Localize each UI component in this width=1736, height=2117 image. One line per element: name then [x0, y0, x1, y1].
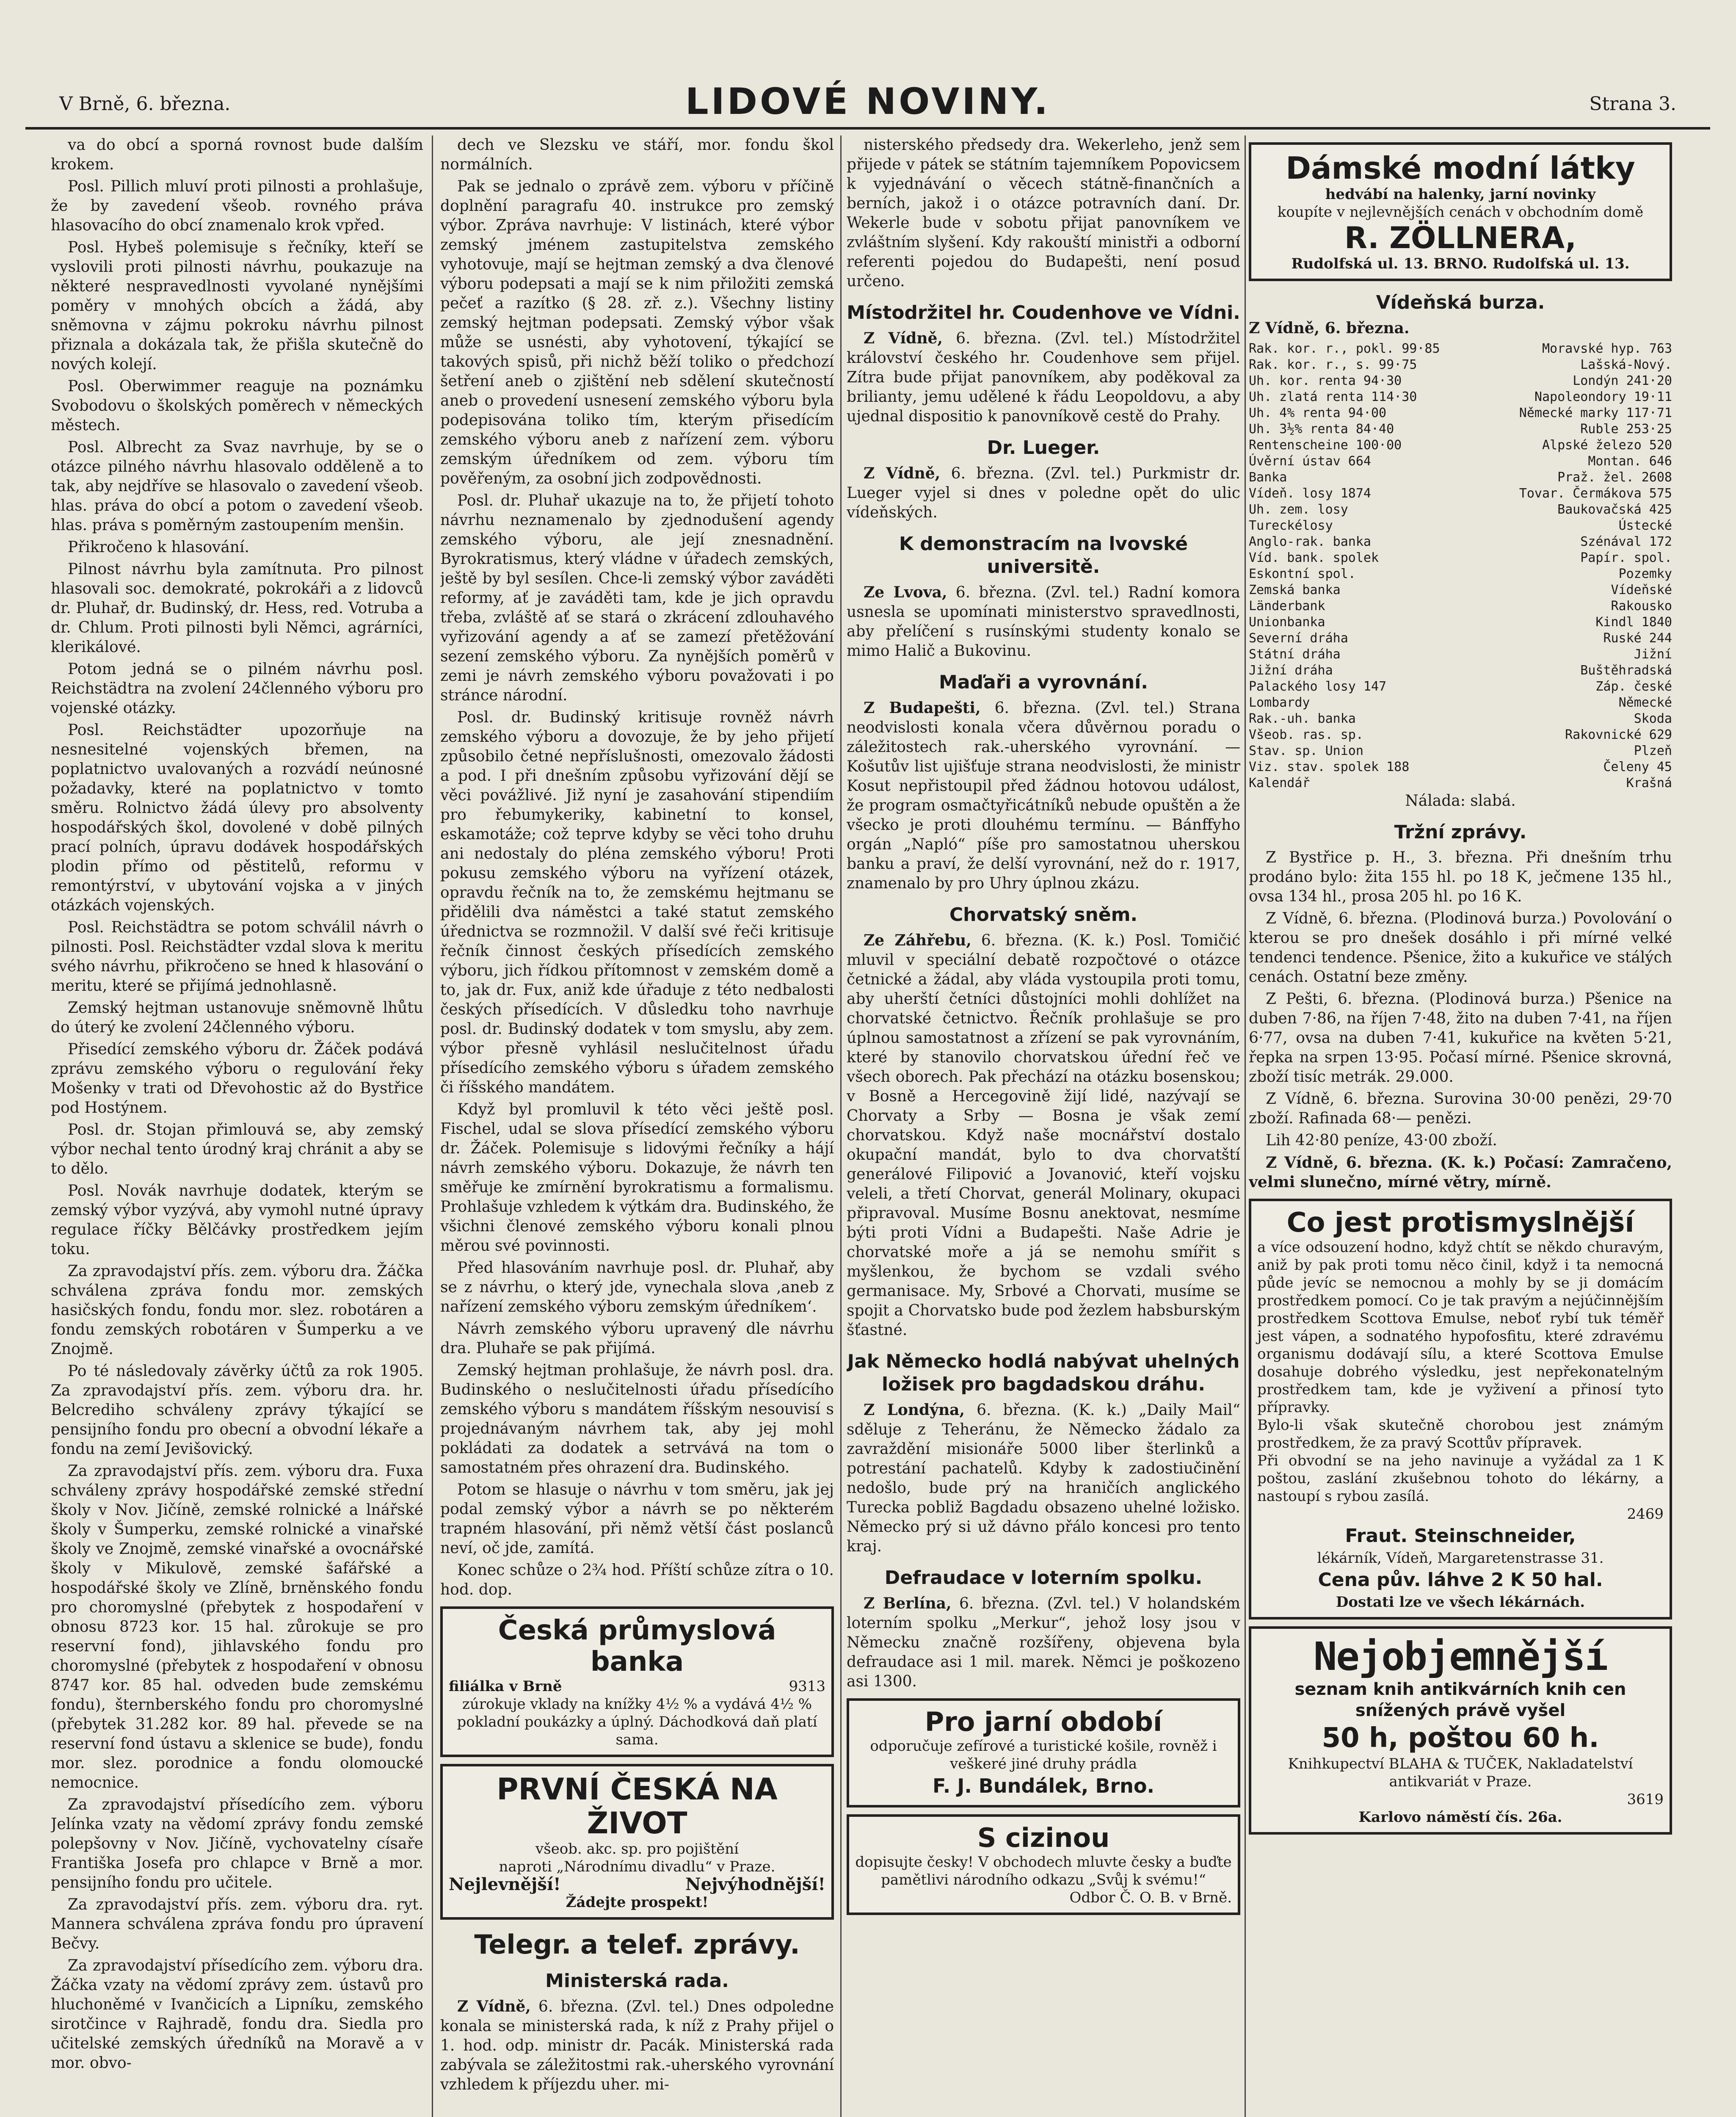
exchange-row — [1249, 550, 1672, 566]
dateline: Z Londýna, — [864, 1401, 965, 1419]
exchange-cell: Severní dráha — [1249, 631, 1348, 646]
ad-cta: Žádejte prospekt! — [566, 1894, 709, 1911]
ad-title: Dámské modní látky — [1286, 150, 1635, 186]
exchange-row — [1249, 711, 1672, 727]
exchange-row — [1249, 534, 1672, 550]
dateline: Z Berlína, — [864, 1595, 952, 1612]
exchange-cell: Lašská-Nový. — [1580, 357, 1672, 372]
ad-address: Karlovo náměstí čís. 26a. — [1358, 1809, 1562, 1826]
exchange-cell: Rak.-uh. banka — [1249, 711, 1356, 726]
paragraph: Pilnost návrhu byla zamítnuta. Pro pilnost hlasovali soc. demokraté, pokrokáři a z lidovců dr. Pluhař, dr. Budinský, dr. Hess, red. Votruba a dr. Chlum. Proti pilnosti byli Němci, agrárníci, klerikálové. — [51, 561, 423, 656]
ad-text: a více odsouzení hodno, když chtít se někdo churavým, aniž by pak proti tomu něco činil, když i ta nemocná půde jevíc se nemocnou a mohly by se ji domácím prostředkem pomocí. Co je tak pravým a nejúčinnějším prostředkem Scottova Emulse, neboť rybí tuk téměř jest vápen, a sodnatého hypofosfitu, které zdravému organismu dodávají sílu, a které Scottova Emulse dosahuje dobrého výsledku, jest nepřekonatelným prostředkem tam, kde je vyživení a přinosí tyto přípravky. — [1257, 1239, 1664, 1416]
ad-slogan: Nejvýhodnější! — [685, 1874, 825, 1894]
exchange-cell: Palackého losy 147 — [1249, 679, 1387, 694]
exchange-cell: Vídeňské — [1611, 583, 1672, 597]
ad-text: Při obvodní se na jeho navinuje a vyžádal za 1 K poštou, zaslání zkušebnou tohoto do lékárny, a nastoupí s rybou zasílá. — [1257, 1452, 1664, 1505]
paragraph: Z Vídně, 6. března. (K. k.) Počasí: Zamračeno, velmi slunečno, mírné větry, mírně. — [1249, 1154, 1672, 1191]
paragraph: 6. března. (Zvl. tel.) Radní komora usnesla se upomínati ministerstvo spravedlnosti, aby přelíčení s rusínskými studenty konalo se mimo Halič a Bukovinu. — [847, 584, 1240, 660]
dateline: Z Vídně, 6. března. — [1249, 319, 1410, 337]
exchange-row — [1249, 518, 1672, 534]
exchange-row — [1249, 582, 1672, 598]
dateline: Z Vídně, — [457, 1998, 531, 2015]
paragraph: Pak se jednalo o zprávě zem. výboru v příčině doplnění paragrafu 40. instrukce pro zemský výbor. Zpráva navrhuje: V listinách, které výbor zemský jménem zastupitelstva zemského vyhotovuje, mají se hejtman zemský a dva členové výboru podepsati a mají se k nim přiložiti zemská pečeť a razítko (§ 28. zř. z.). Všechny listiny zemský hejtman podepsati. Zemský výbor však může se usnésti, aby vyhotovení, týkající se takových spisů, při nichž běží toliko o předchozí šetření aneb o zjištění neb sdělení skutečností aneb o provedení usnesení zemského výboru byla podepisována toliko tím, kterým přisedícím zemského výboru aneb z nařízení zem. výboru zemským úředníkem od zem. výboru tím pověřeným, za osobní jich zodpovědnosti. — [440, 178, 834, 487]
paragraph: 6. března. (Zvl. tel.) Strana neodvislosti konala včera důvěrnou poradu o záležitostech rak.-uherského vyrovnání. — Košutův list ujišťuje strana neodvislosti, že ministr Kosut nepřistoupil před žádnou hotovou událost, že program osmačtyřicátníků nebude opuštěn a že všecko je proti dlouhému termínu. — Bánffyho orgán „Napló“ píše pro samostatnou uherskou banku a praví, že delší vyrovnání, než do r. 1917, znamenalo by pro Uhry úplnou zkázu. — [847, 699, 1240, 892]
exchange-cell: Jižní — [1634, 647, 1672, 662]
ad-s-cizinou — [847, 1814, 1240, 1915]
paragraph: Posl. Albrecht za Svaz navrhuje, by se o otázce pilného návrhu hlasovalo odděleně a to tak, aby nejdříve se hlasovalo o zavedení všeob. hlas. práva do obcí a potom o zavedení všeob. hlas. práva s poměrným zastoupením menšin. — [51, 439, 423, 534]
exchange-row — [1249, 630, 1672, 647]
column-divider — [840, 135, 842, 2117]
dateline: Ze Záhřebu, — [864, 931, 971, 949]
exchange-cell: Rakousko — [1611, 599, 1672, 614]
exchange-cell: Tovar. Čermákova 575 — [1519, 486, 1672, 501]
exchange-row — [1249, 775, 1672, 791]
exchange-cell: Viz. stav. spolek 188 — [1249, 760, 1410, 774]
exchange-cell: Länderbank — [1249, 599, 1325, 614]
column-divider — [432, 135, 433, 2117]
exchange-row — [1249, 759, 1672, 775]
ad-branch: filiálka v Brně — [449, 1678, 562, 1695]
column-divider — [1245, 135, 1246, 2117]
article-heading: Maďaři a vyrovnání. — [939, 672, 1148, 693]
paragraph: 6. března. (K. k.) Posl. Tomičić mluvil v speciální debatě rozpočtové o otázce četnické a žádal, aby vláda vystoupila proti tomu, aby uherští četníci důstojníci mohli dohlížet na chorvatské četnictvo. Řečník prohlašuje se pro úplnou samostatnost a zřízení se pak vyrovnáním, které by stanovilo chorvatskou úřední řeč ve všech oborech. Pak přechází na otázku bosenskou; v Bosně a Hercegovině žijí lidé, nazývají se Chorvaty a Srby — Bosna je však zemí chorvatskou. Když naše mocnářství dostalo okupační mandát, bylo to dva chorvatští generálové Filipović a Jovanović, kteří vojsku veleli, a třetí Chorvat, generál Molinary, okupaci připravoval. Musíme Bosnu anektovat, nesmíme býti proti Vídni a Budapešti. Naše Adrie je chorvatské moře a já se nemohu smířit s myšlenkou, že bychom se vzdali svého germanisace. My, Srbové a Chorvati, musíme se spojit a Chorvatsko bude pod žezlem habsburským šťastné. — [847, 932, 1240, 1339]
paragraph: Z Bystřice p. H., 3. března. Při dnešním trhu prodáno bylo: žita 155 hl. po 18 K, ječmene 135 hl., ovsa 134 hl., prosa 205 hl. po 16 K. — [1249, 849, 1672, 905]
ad-address: Rudolfská ul. 13. BRNO. Rudolfská ul. 13. — [1291, 255, 1630, 272]
paragraph: Po té následovaly závěrky účtů za rok 1905. Za zpravodajství přís. zem. výboru dra. hr. Belcrediho schváleny zprávy týkající se pensijního fondu pro obecní a obvodní lékaře a fondu na zemí Jevišovický. — [51, 1363, 423, 1458]
column-2 — [440, 135, 834, 2117]
ad-slogan: Nejlevnější! — [449, 1874, 561, 1894]
article-heading: Jak Německo hodlá nabývat uhelných ložisek pro bagdadskou dráhu. — [847, 1351, 1240, 1395]
dateline: Z Budapešti, — [864, 699, 981, 717]
exchange-cell: Kalendář — [1249, 776, 1310, 790]
exchange-cell: Praž. žel. 2608 — [1557, 470, 1672, 485]
article-heading: Vídeňská burza. — [1376, 292, 1545, 313]
exchange-cell: Čeleny 45 — [1603, 760, 1672, 774]
exchange-cell: Skoda — [1634, 711, 1672, 726]
exchange-row — [1249, 486, 1672, 502]
exchange-cell: Tureckélosy — [1249, 518, 1333, 533]
exchange-row — [1249, 421, 1672, 437]
ad-title: PRVNÍ ČESKÁ NA ŽIVOT — [497, 1772, 778, 1841]
ad-text: zúrokuje vklady na knížky 4½ % a vydává 4½ % pokladní poukázky a úplný. Dáchodková daň platí sama. — [457, 1696, 817, 1748]
ad-blaha-tucek — [1249, 1626, 1672, 1835]
paragraph: Za zpravodajství přís. zem. výboru dra. Žáčka schválena zpráva fondu mor. zemských hasičských fondu, fondu mor. slez. robotáren a fondu zemských robotáren v Šumperku a ve Znojmě. — [51, 1263, 423, 1358]
exchange-row — [1249, 743, 1672, 759]
exchange-cell: Lombardy — [1249, 695, 1310, 710]
exchange-cell: Rentenscheine 100·00 — [1249, 438, 1402, 453]
ad-zollner — [1249, 142, 1672, 281]
ad-availability: Dostati lze ve všech lékárnách. — [1336, 1594, 1585, 1611]
exchange-cell: Ruské 244 — [1603, 631, 1672, 646]
exchange-cell: Německé marky 117·71 — [1519, 406, 1672, 420]
exchange-cell: Napoleondory 19·11 — [1534, 390, 1672, 404]
exchange-row — [1249, 614, 1672, 630]
exchange-row — [1249, 695, 1672, 711]
article-heading: Ministerská rada. — [545, 1970, 729, 1992]
newspaper-title: LIDOVÉ NOVINY. — [685, 80, 1051, 123]
ad-scott-emulse — [1249, 1199, 1672, 1620]
exchange-cell: Rakovnické 629 — [1565, 727, 1672, 742]
exchange-cell: Ústecké — [1618, 518, 1672, 533]
ad-signature: Odbor Č. O. B. v Brně. — [1069, 1889, 1232, 1906]
paragraph: Posl. Pillich mluví proti pilnosti a prohlašuje, že by zavedení všeob. rovného práva hlasovacího do obcí znamenalo krok vpřed. — [51, 178, 423, 234]
exchange-cell: Jižní dráha — [1249, 663, 1333, 678]
paragraph: Posl. Oberwimmer reaguje na poznámku Svobodovu o školských poměrech v německých městech. — [51, 378, 423, 434]
exchange-cell: Buštěhradská — [1580, 663, 1672, 678]
page-number: Strana 3. — [1589, 93, 1676, 115]
exchange-row — [1249, 647, 1672, 663]
paragraph: Lih 42·80 peníze, 43·00 zboží. — [1266, 1132, 1497, 1149]
exchange-cell: Krašná — [1626, 776, 1672, 790]
exchange-row — [1249, 470, 1672, 486]
article-heading: Tržní zprávy. — [1394, 821, 1527, 843]
paragraph: Za zpravodajství přísedícího zem. výboru dra. Žáčka vzaty na vědomí zprávy zem. ústavů pro hluchoněmé v Ivančicích a Lipníku, zemského sirotčince v Rajhradě, fondu dra. Siedla pro učitelské zemských úředníků na Moravě a v mor. obvo- — [51, 1957, 423, 2072]
article-heading: K demonstracím na lvovské universitě. — [899, 533, 1188, 578]
ad-text: odporučuje zefírové a turistické košile, rovněž i veškeré jiné druhy prádla — [870, 1738, 1217, 1772]
column-1 — [51, 135, 423, 2117]
ad-text: seznam knih antikvárních knih cen snížených právě vyšel — [1294, 1680, 1626, 1720]
exchange-cell: Všeob. ras. sp. — [1249, 727, 1363, 742]
dateline: Ze Lvova, — [864, 583, 947, 601]
ad-text: Bylo-li však skutečně chorobou jest známým prostředkem, že za pravý Scottův přípravek. — [1257, 1417, 1664, 1451]
ad-subtitle: hedvábí na halenky, jarní novinky — [1325, 186, 1596, 203]
ad-text: koupíte v nejlevnějších cenách v obchodním domě — [1277, 204, 1644, 221]
exchange-cell: Uh. zlatá renta 114·30 — [1249, 390, 1417, 404]
ad-bundalek — [847, 1698, 1240, 1807]
ad-subtitle: všeob. akc. sp. pro pojištění — [535, 1841, 739, 1857]
paragraph: Když byl promluvil k této věci ještě posl. Fischel, udal se slova přísedící zemského výboru dr. Žáček. Polemisuje s lidovými řečníky a hájí návrh zemského výboru. Dokazuje, že návrh ten směřuje ke zmírnění byrokratismu a formalismu. Prohlašuje vzhledem k výtkám dra. Budinského, že všichni členové zemského výboru konali plnou měrou své povinnosti. — [440, 1101, 834, 1255]
exchange-row — [1249, 389, 1672, 405]
ad-code: 2469 — [1627, 1506, 1664, 1523]
exchange-cell: Szénával 172 — [1580, 534, 1672, 549]
exchange-row — [1249, 453, 1672, 470]
exchange-cell: Montan. 646 — [1588, 454, 1672, 469]
paragraph: Z Pešti, 6. března. (Plodinová burza.) Pšenice na duben 7·86, na říjen 7·48, žito na duben 7·41, na říjen 6·77, ovsa na duben 7·41, kukuřice na květen 5·21, řepka na srpen 13·95. Počasí mírné. Pšenice skrovná, zboží tisíc metrák. 29.000. — [1249, 990, 1672, 1086]
dateline: Z Vídně, — [864, 329, 943, 347]
exchange-cell: Stav. sp. Union — [1249, 743, 1363, 758]
exchange-row — [1249, 341, 1672, 357]
exchange-cell: Zemská banka — [1249, 583, 1341, 597]
exchange-cell: Ruble 253·25 — [1580, 422, 1672, 437]
paragraph: Návrh zemského výboru upravený dle návrhu dra. Pluhaře se pak přijímá. — [440, 1320, 834, 1357]
exchange-row — [1249, 405, 1672, 421]
paragraph: Konec schůze o 2¾ hod. Příští schůze zítra o 10. hod. dop. — [440, 1561, 834, 1598]
exchange-cell: Vídeň. losy 1874 — [1249, 486, 1371, 501]
ad-title: Co jest protismyslnější — [1286, 1207, 1634, 1238]
ad-title: S cizinou — [977, 1822, 1110, 1853]
exchange-row — [1249, 357, 1672, 373]
exchange-cell: Plzeň — [1634, 743, 1672, 758]
exchange-row — [1249, 663, 1672, 679]
exchange-row — [1249, 373, 1672, 389]
ad-ceska-prumyslova-banka — [440, 1606, 834, 1757]
paragraph: Přikročeno k hlasování. — [68, 539, 249, 556]
paragraph: Za zpravodajství přís. zem. výboru dra. ryt. Mannera schválena zpráva fondu pro úpravení Bečvy. — [51, 1896, 423, 1952]
paragraph: Nálada: slabá. — [1405, 792, 1516, 810]
exchange-row — [1249, 727, 1672, 743]
paragraph: 6. března. (Zvl. tel.) Místodržitel království českého hr. Coudenhove sem přijel. Zítra bude přijat panovníkem, aby poděkoval za briliantу, jemu udělené k řádu Leopoldovu, a aby ujednal dispositio k panovníkově cestě do Prahy. — [847, 330, 1240, 425]
paragraph: Posl. Reichstädter upozorňuje na nesnesitelné vojenských břemen, na poplatnictvo uvalovaných a rozvádí neúnosné požadavky, které na poplatnictvo v tomto směru. Rolnictvo žádá úlevy pro absolventy hospodářských škol, dovolené v době pilných prací polních, úpravu dodávek hospodářských plodin přímo od pěstitelů, reformu v remontýrství, v ubytování vojska a v jiných otázkách vojenských. — [51, 721, 423, 914]
exchange-row — [1249, 437, 1672, 453]
ad-brand: R. ZÖLLNERA, — [1344, 221, 1576, 255]
ad-price: 50 h, poštou 60 h. — [1322, 1722, 1599, 1754]
exchange-cell: Uh. 3½% renta 84·40 — [1249, 422, 1394, 437]
exchange-cell: Rak. kor. r., pokl. 99·85 — [1249, 341, 1440, 356]
exchange-cell: Úvěrní ústav 664 — [1249, 454, 1371, 469]
ad-title: Nejobjemnější — [1313, 1634, 1608, 1679]
exchange-cell: Unionbanka — [1249, 615, 1325, 630]
exchange-cell: Eskontní spol. — [1249, 567, 1356, 581]
column-3 — [847, 135, 1240, 2117]
article-heading: Defraudace v loterním spolku. — [884, 1567, 1203, 1589]
article-heading: Chorvatský sněm. — [949, 904, 1138, 926]
paragraph: Posl. dr. Pluhař ukazuje na to, že přijetí tohoto návrhu neznamenalo by zjednodušení agendy zemského výboru, ale její znesnadnění. Byrokratismus, který vládne v úřadech zemských, ještě by byl sesílen. Chce-li zemský výbor zaváděti reformy, ať je zaváděti tam, kde je jich opravdu třeba, zvláště ať se stará o zkrácení zdlouhavého vyřizování agendy a ať se zamezí přetěžování sezení zemského výboru. Za nynějších poměrů v zemi je návrh zemského výboru považovati i po stránce národní. — [440, 492, 834, 704]
exchange-cell: Banka — [1249, 470, 1287, 485]
paragraph: dech ve Slezsku ve stáří, mor. fondu škol normálních. — [440, 136, 834, 173]
exchange-cell: Uh. zem. losy — [1249, 502, 1348, 517]
exchange-cell: Baukovačská 425 — [1557, 502, 1672, 517]
ad-title: Pro jarní období — [925, 1706, 1162, 1737]
exchange-row — [1249, 679, 1672, 695]
ad-title: Česká průmyslová banka — [498, 1615, 776, 1678]
exchange-cell: Víd. bank. spolek — [1249, 550, 1379, 565]
paragraph: 6. března. (Zvl. tel.) Dnes odpoledne konala se ministerská rada, k níž z Prahy přijel o 1. hod. odp. ministr dr. Pacák. Ministerská rada zabývala se záležitostmi rak.-uherského vyrovnání vzhledem k příjezdu uher. mi- — [440, 1998, 834, 2093]
ad-brand: F. J. Bundálek, Brno. — [933, 1774, 1154, 1797]
exchange-cell: Uh. 4% renta 94·00 — [1249, 406, 1387, 420]
paragraph: Posl. Novák navrhuje dodatek, kterým se zemský výbor vyzývá, aby vymohl nutné úpravy regulace říčky Bělčávky prostředkem jejím toku. — [51, 1182, 423, 1258]
paragraph: Z Vídně, 6. března. Surovina 30·00 penězi, 29·70 zboží. Rafinada 68·— penězi. — [1249, 1090, 1672, 1127]
exchange-row — [1249, 566, 1672, 582]
ad-prvni-ceska-pojistovna — [440, 1764, 834, 1920]
ad-price: Cena pův. láhve 2 K 50 hal. — [1318, 1569, 1603, 1591]
ad-address: lékárník, Vídeň, Margaretenstrasse 31. — [1317, 1550, 1604, 1567]
page-header — [25, 76, 1710, 130]
exchange-cell: Rak. kor. r., s. 99·75 — [1249, 357, 1417, 372]
paragraph: Posl. Hybeš polemisuje s řečníky, kteří se vyslovili proti pilnosti návrhu, poukazuje na některé nespravedlnosti vyvolané nynějšími poměry v mnohých obcích a žádá, aby sněmovna v zájmu pokroku návrhu pilnost přiznala a dokázala tak, že přišla skutečně do nových kolejí. — [51, 239, 423, 373]
paragraph: Posl. Reichstädtra se potom schválil návrh o pilnosti. Posl. Reichstädter vzdal slova k meritu svého návrhu, přikročeno se hned k hlasování o meritu, které se přijímá jednohlasně. — [51, 919, 423, 995]
exchange-table — [1249, 341, 1672, 791]
exchange-cell: Záp. české — [1595, 679, 1672, 694]
paragraph: 6. března. (Zvl. tel.) V holandském loterním spolku „Merkur“, jehož losy jsou v Německu značně rozšířeny, objevena byla defraudace asi 1 mil. marek. Němci je poškozeno asi 1300. — [847, 1595, 1240, 1690]
paragraph: Posl. dr. Budinský kritisuje rovněž návrh zemského výboru a dovozuje, že by jeho přijetí způsobilo četné nepříslušnosti, omezovalo žádosti a pod. I při dnešním způsobu vyřizování dějí se věci povážlivé. Již nyní je zasahování stipendiím pro řebumykeriky, kabinetní to konsel, eskamotáže; což teprve kdyby se věci toho druhu ani nedostaly do pléna zemského výboru! Proti pokusu zemského výboru na vyřízení otázek, opravdu řečník na to, že zemskému hejtmanu se přidělili dva náměstci a také statut zemského úřednictva se rozmnožil. V další své řeči kritisuje řečník činnost českých přísedících zemského výboru, jich řídkou přítomnost v zemském domě a to, jak dr. Fux, aniž kde úřaduje z této nedbalosti českých přísedících. V důsledku toho navrhuje posl. dr. Budinský dodatek v tom smyslu, aby zem. výbor přesně vyhlásil neslučitelnost úřadu přísedícího zemského výboru s úřadem zemského či říšského mandátem. — [440, 709, 834, 1096]
paragraph: Přisedící zemského výboru dr. Žáček podává zprávu zemského výboru o regulování řeky Mošenky v trati od Dřevohostic až do Bystřice pod Hostýnem. — [51, 1041, 423, 1117]
exchange-row — [1249, 598, 1672, 614]
ad-code: 9313 — [789, 1678, 825, 1695]
paragraph: Zemský hejtman ustanovuje sněmovně lhůtu do úterý ke zvolení 24členného výboru. — [51, 999, 423, 1036]
exchange-cell: Pozemky — [1618, 567, 1672, 581]
issue-date: V Brně, 6. března. — [59, 93, 231, 115]
paragraph: 6. března. (K. k.) „Daily Mail“ sděluje z Teheránu, že Německo žádalo za zavraždění misionáře 5000 liber šterlinků a potrestání pachatelů. Kdyby k zadostiučinění nedošlo, bude prý na hraničích anglického Turecka pobliž Bagdadu obsazeno uhelné ložisko. Německo prý si už dávno přálo koncesi pro tento kraj. — [847, 1401, 1240, 1555]
exchange-cell: Alpské železo 520 — [1542, 438, 1672, 453]
article-heading: Místodržitel hr. Coudenhove ve Vídni. — [847, 302, 1240, 323]
ad-publisher: Knihkupectví BLAHA & TUČEK, Nakladatelství antikvariát v Praze. — [1288, 1755, 1633, 1790]
ad-code: 3619 — [1627, 1791, 1664, 1808]
dateline: Z Vídně, — [864, 464, 941, 482]
paragraph: nisterského předsedy dra. Wekerleho, jenž sem přijede v pátek se státním tajemníkem Popovicsem k vyjednávání o věcech státně-finančních a berních, jakož i o otázce potravních daní. Dr. Wekerle bude v sobotu přijat panovníkem ve zvláštním slyšení. Kdy rakouští ministři a odborní referenti pojedou do Budapešti, není posud určeno. — [847, 136, 1240, 290]
paragraph: Posl. dr. Stojan přimlouvá se, aby zemský výbor nechal tento úrodný kraj chránit a aby se to dělo. — [51, 1121, 423, 1177]
exchange-cell: Anglo-rak. banka — [1249, 534, 1371, 549]
exchange-cell: Kindl 1840 — [1595, 615, 1672, 630]
section-heading: Telegr. a telef. zprávy. — [474, 1929, 800, 1960]
article-heading: Dr. Lueger. — [987, 437, 1100, 459]
paragraph: va do obcí a sporná rovnost bude dalším krokem. — [51, 136, 423, 173]
exchange-row — [1249, 502, 1672, 518]
paragraph: Před hlasováním navrhuje posl. dr. Pluhař, aby se z návrhu, o který jde, vynechala slova ‚aneb z nařízení zemského výboru zemským úředníkem‘. — [440, 1259, 834, 1316]
exchange-cell: Uh. kor. renta 94·30 — [1249, 373, 1402, 388]
ad-text: dopisujte česky! V obchodech mluvte česky a buďte pamětlivi národního odkazu „Svůj k svému!“ — [855, 1854, 1232, 1888]
exchange-cell: Londýn 241·20 — [1573, 373, 1672, 388]
ad-text: naproti „Národnímu divadlu“ v Praze. — [499, 1858, 776, 1875]
paragraph: Za zpravodajství přís. zem. výboru dra. Fuxa schváleny zprávy hospodářské zemské střední školy v Nov. Jičíně, zemské rolnické a lnářské školy v Šumperku, zemské rolnické a vinařské školy ve Znojmě, zemské vinařské a ovocnářské školy v Mikulově, zemské šafářské a hospodářské školy ve Zlíně, brněnského fondu pro choromyslné (přebytek z hospodaření v obnosu 8723 kor. 15 hal. zůrokuje se pro reservní fond), jihlavského fondu pro choromyslné (přebytek z hospodaření v obnosu 8747 kor. 85 hal. odveden bude zemskému fondu), šternberského fondu pro choromyslné (přebytek 31.282 kor. 89 hal. převede se na reservní fond ústavu a sklenice se bude), fondu mor. slez. porodnice a fondu olomoucké nemocnice. — [51, 1462, 423, 1791]
paragraph: Z Vídně, 6. března. (Plodinová burza.) Povolování o kterou se pro dnešek dosáhlo i při mírné velké tendenci tendence. Pšenice, žito a kukuřice ve stálých cenách. Ostatní beze změny. — [1249, 910, 1672, 986]
paragraph: 6. března. (Zvl. tel.) Purkmistr dr. Lueger vyjel si dnes v poledne opět do ulic vídeňských. — [847, 465, 1240, 521]
paragraph: Potom se hlasuje o návrhu v tom směru, jak jej podal zemský výbor a návrh se po některém trapném hlasování, při němž větší část poslanců neví, oč jde, zamítá. — [440, 1481, 834, 1557]
paragraph: Za zpravodajství přísedícího zem. výboru Jelínka vzaty na vědomí zprávy fondu zemské polepšovny v Nov. Jičíně, vychovatelny císaře Františka Josefa pro chlapce v Brně a mor. pensijního fondu pro učitele. — [51, 1796, 423, 1891]
exchange-cell: Státní dráha — [1249, 647, 1341, 662]
exchange-cell: Moravské hyp. 763 — [1542, 341, 1672, 356]
paragraph: Zemský hejtman prohlašuje, že návrh posl. dra. Budinského o neslučitelnosti úřadu přísedícího zemského výboru s mandátem říšským nesouvisí s projednávaným návrhem tak, aby jej mohl pokládati za dodatek a setrvává na tom o samostatném přes ohrazení dra. Budinského. — [440, 1362, 834, 1476]
paragraph: Potom jedná se o pilném návrhu posl. Reichstädtra na zvolení 24členného výboru pro vojenské otázky. — [51, 661, 423, 717]
ad-seller: Fraut. Steinschneider, — [1345, 1525, 1576, 1547]
column-4 — [1249, 135, 1672, 2117]
exchange-cell: Německé — [1618, 695, 1672, 710]
exchange-cell: Papír. spol. — [1580, 550, 1672, 565]
